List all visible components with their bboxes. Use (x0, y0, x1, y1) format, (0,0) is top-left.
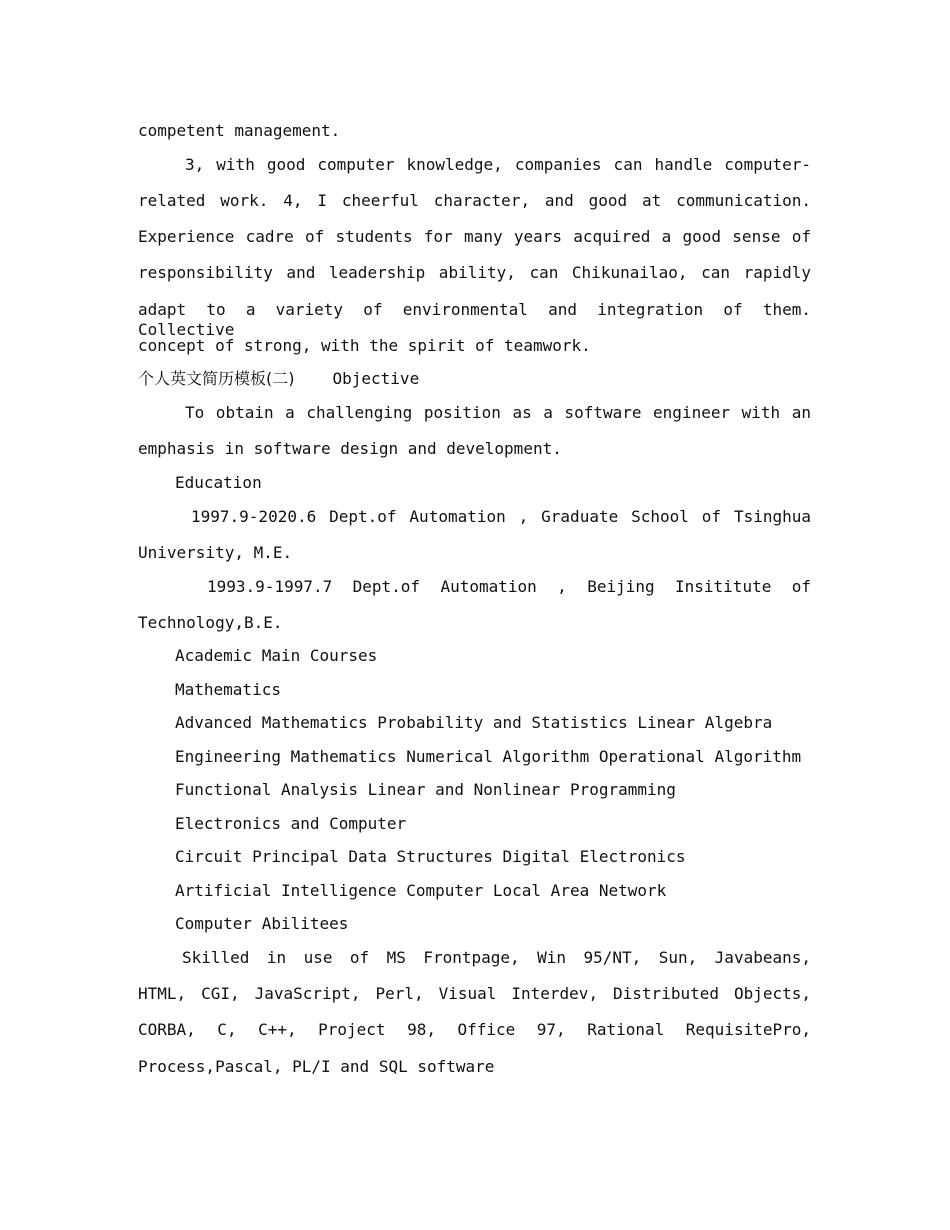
subheading-electronics: Electronics and Computer (175, 814, 407, 833)
course-list-line: Artificial Intelligence Computer Local Area Network (175, 881, 667, 900)
paragraph-line: Skilled in use of MS Frontpage, Win 95/NT, Sun, Javabeans, (182, 948, 811, 967)
course-list-line: Advanced Mathematics Probability and Statistics Linear Algebra (175, 713, 773, 732)
section-heading-education: Education (175, 473, 262, 492)
paragraph-line: emphasis in software design and development. (138, 439, 562, 458)
section-heading-courses: Academic Main Courses (175, 646, 378, 665)
heading-objective: Objective (332, 369, 420, 388)
paragraph-line: responsibility and leadership ability, can Chikunailao, can rapidly (138, 263, 811, 282)
paragraph-line: Experience cadre of students for many years acquired a good sense of (138, 227, 811, 246)
subheading-mathematics: Mathematics (175, 680, 281, 699)
paragraph-line: competent management. (138, 121, 341, 140)
education-entry-line: 1997.9-2020.6 Dept.of Automation , Graduate School of Tsinghua (191, 507, 811, 526)
paragraph-line: related work. 4, I cheerful character, and good at communication. (138, 191, 811, 210)
paragraph-line: HTML, CGI, JavaScript, Perl, Visual Interdev, Distributed Objects, (138, 984, 811, 1003)
education-entry-line: University, M.E. (138, 543, 293, 562)
education-entry-line: Technology,B.E. (138, 613, 283, 632)
subheading-computer-abilities: Computer Abilitees (175, 914, 349, 933)
paragraph-line: Process,Pascal, PL/I and SQL software (138, 1057, 495, 1076)
education-entry-line: 1993.9-1997.7 Dept.of Automation , Beijing Insititute of (207, 577, 811, 596)
paragraph-line: adapt to a variety of environmental and integration of them. Collective (138, 300, 811, 339)
heading-chinese-title: 个人英文简历模板(二) (138, 369, 295, 388)
course-list-line: Circuit Principal Data Structures Digital Electronics (175, 847, 686, 866)
paragraph-line: To obtain a challenging position as a software engineer with an (185, 403, 811, 422)
course-list-line: Functional Analysis Linear and Nonlinear Programming (175, 780, 676, 799)
section-heading (138, 369, 811, 389)
paragraph-line: CORBA, C, C++, Project 98, Office 97, Rational RequisitePro, (138, 1020, 811, 1039)
course-list-line: Engineering Mathematics Numerical Algorithm Operational Algorithm (175, 747, 802, 766)
paragraph-line: 3, with good computer knowledge, companies can handle computer- (185, 155, 811, 174)
paragraph-line: concept of strong, with the spirit of teamwork. (138, 336, 591, 355)
